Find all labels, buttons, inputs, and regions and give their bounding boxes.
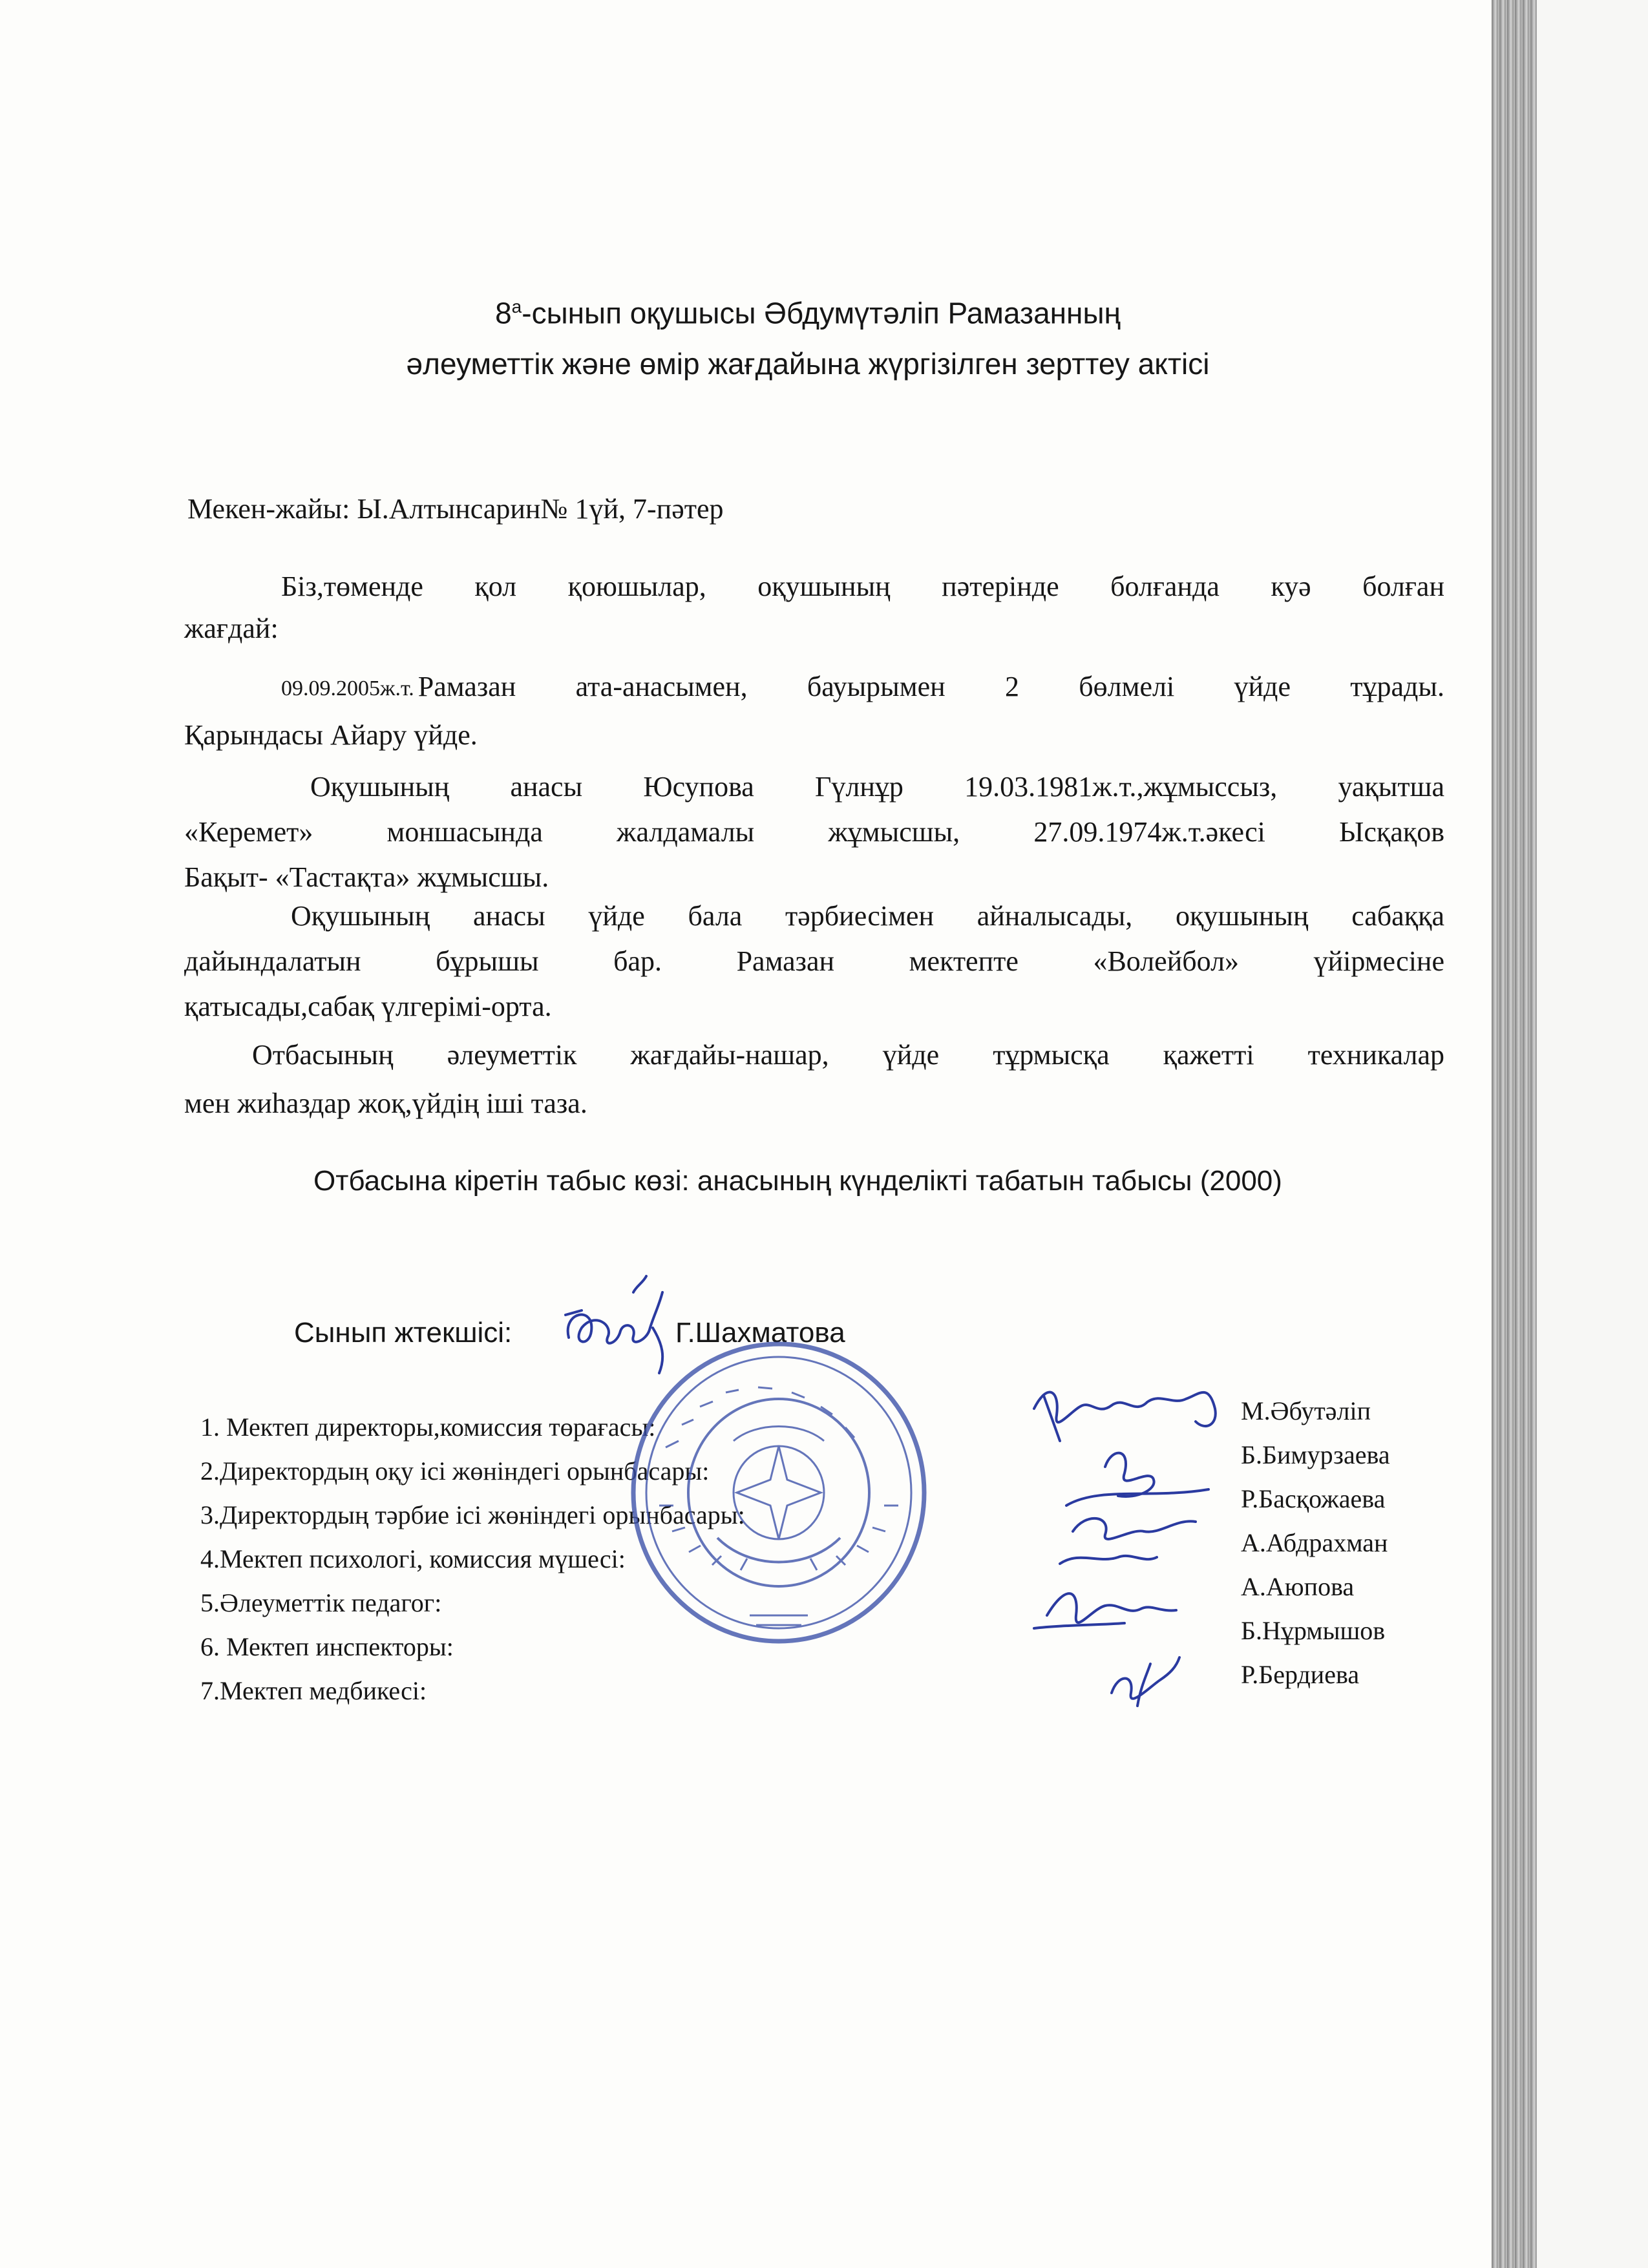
commission-name: Р.Бердиева bbox=[1241, 1660, 1360, 1689]
commission-name: М.Әбутәліп bbox=[1241, 1396, 1371, 1425]
paragraph-3-line-3: Бақыт- «Тастақта» жұмысшы. bbox=[184, 861, 549, 893]
commission-name: А.Абдрахман bbox=[1241, 1528, 1388, 1557]
paragraph-5-line-1: Отбасының әлеуметтік жағдайы-нашар, үйде тұрмысқа қажетті техникалар bbox=[252, 1039, 1444, 1071]
paragraph-2-line-2: Қарындасы Айару үйде. bbox=[184, 719, 478, 751]
paragraph-1-line-1: Біз,төменде қол қоюшылар, оқушының пәтерінде болғанда куә болған bbox=[281, 571, 1444, 602]
commission-item: 7.Мектеп медбикесі: bbox=[200, 1676, 427, 1705]
paragraph-4-line-3: қатысады,сабақ үлгерімі-орта. bbox=[184, 991, 552, 1022]
scan-shadow-edge bbox=[1492, 0, 1537, 2268]
paragraph-4-line-1: Оқушының анасы үйде бала тәрбиесімен айналысады, оқушының сабаққа bbox=[291, 900, 1444, 932]
paragraph-3-line-1: Оқушының анасы Юсупова Гүлнұр 19.03.1981ж.т.,жұмыссыз, уақытша bbox=[310, 771, 1444, 803]
commission-name: Б.Нұрмышов bbox=[1241, 1616, 1386, 1645]
commission-item: 2.Директордың оқу ісі жөніндегі орынбасары: bbox=[200, 1456, 710, 1486]
paragraph-5-line-2: мен жиһаздар жоқ,үйдің іші таза. bbox=[184, 1087, 587, 1119]
commission-item: 6. Мектеп инспекторы: bbox=[200, 1632, 454, 1661]
document-title-line-1: $8^а$-сынып оқушысы Әбдумүтәліп Рамазанның bbox=[495, 296, 1121, 330]
commission-name: Р.Басқожаева bbox=[1241, 1484, 1386, 1513]
commission-item: 1. Мектеп директоры,комиссия төрағасы: bbox=[200, 1412, 656, 1442]
commission-names bbox=[1241, 1389, 1390, 1697]
income-source: Отбасына кіретін табыс көзі: анасының күнделікті табатын табысы (2000) bbox=[313, 1165, 1282, 1197]
paragraph-1-line-2: жағдай: bbox=[184, 613, 279, 644]
document-title-line-2: әлеуметтік және өмір жағдайына жүргізілген зерттеу актісі bbox=[406, 347, 1210, 381]
commission-signatures bbox=[1021, 1370, 1254, 1732]
address: Мекен-жайы: Ы.Алтынсарин№ 1үй, 7-пәтер bbox=[187, 493, 724, 525]
commission-item: 5.Әлеуметтік педагог: bbox=[200, 1588, 442, 1617]
class-teacher-name: Г.Шахматова bbox=[675, 1317, 845, 1349]
commission-item: 4.Мектеп психологі, комиссия мүшесі: bbox=[200, 1544, 626, 1573]
commission-item: 3.Директордың тәрбие ісі жөніндегі орынбасары: bbox=[200, 1500, 745, 1529]
commission-name: А.Аюпова bbox=[1241, 1572, 1355, 1601]
paragraph-2-line-1: 09.09.2005ж.т. Рамазан ата-анасымен, бауырымен 2 бөлмелі үйде тұрады. bbox=[281, 669, 1444, 709]
official-stamp bbox=[620, 1331, 937, 1654]
paragraph-4-line-2: дайындалатын бұрышы бар. Рамазан мектепте «Волейбол» үйірмесіне bbox=[184, 945, 1444, 977]
class-teacher-label: Сынып жтекшісі: bbox=[294, 1317, 512, 1349]
commission-name: Б.Бимурзаева bbox=[1241, 1440, 1390, 1469]
scan-margin bbox=[1537, 0, 1648, 2268]
paragraph-3-line-2: «Керемет» моншасында жалдамалы жұмысшы, 27.09.1974ж.т.әкесі Ысқақов bbox=[184, 816, 1444, 848]
visit-date: 09.09.2005ж.т. bbox=[281, 677, 414, 700]
